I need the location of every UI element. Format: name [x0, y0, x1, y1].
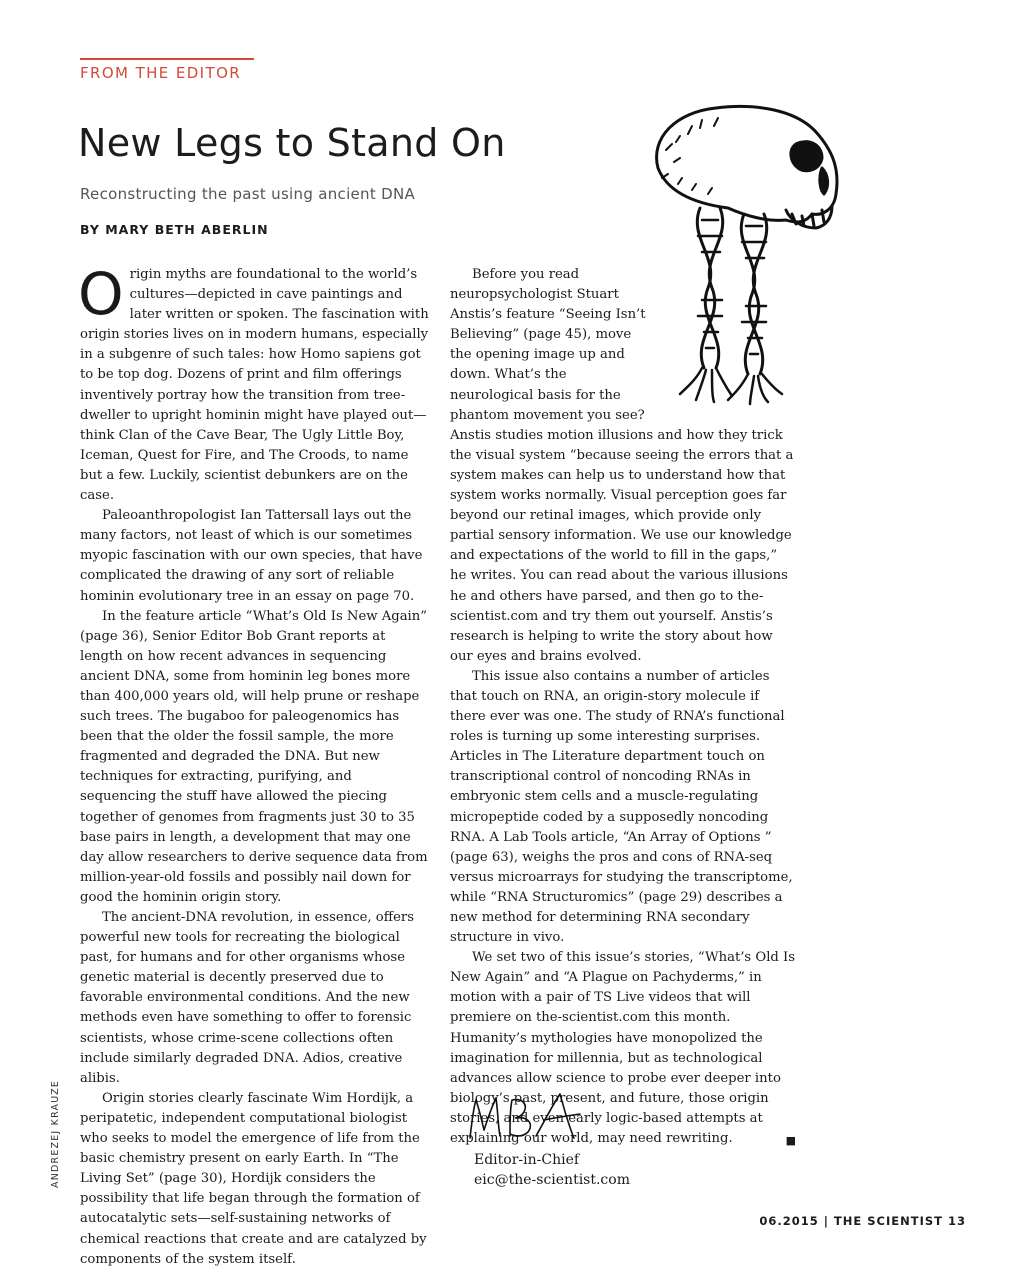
paragraph: Paleoanthropologist Ian Tattersall lays out the many factors, not least of which is our sometimes myopic fascination with our own species, that have complicated the drawing of any sort of reliable hominin evolutionary tree in an essay on page 70.: [80, 508, 423, 604]
illustration-credit: ANDREZEJ KRAUZE: [50, 1079, 61, 1188]
signoff-block: [474, 1150, 630, 1190]
byline: BY MARY BETH ABERLIN: [80, 222, 269, 237]
section-rule: [80, 58, 254, 60]
article-subtitle: Reconstructing the past using ancient DNA: [80, 185, 416, 203]
section-label: FROM THE EDITOR: [80, 64, 242, 82]
illustration-wrap-space: [646, 265, 796, 425]
editor-signature: [466, 1090, 582, 1142]
paragraph: In the feature article “What’s Old Is New Again” (page 36), Senior Editor Bob Grant reports at length on how recent advances in sequencing ancient DNA, some from hominin leg bones more than 400,000 years old, will help prune or reshape such trees. The bugaboo for paleogenomics has been that the older the fossil sample, the more fragmented and degraded the DNA. But new techniques for extracting, purifying, and sequencing the stuff have allowed the piecing together of genomes from fragments just 30 to 35 base pairs in length, a development that may one day allow researchers to derive sequence data from million-year-old fossils and possibly nail down for good the hominin origin story.: [80, 608, 428, 905]
paragraph: This issue also contains a number of articles that touch on RNA, an origin-story molecule if there ever was one. The study of RNA’s functional roles is turning up some interesting surprises. Articles in The Literature department touch on transcriptional control of noncoding RNAs in embryonic stem cells and a muscle-regulating micropeptide coded by a supposedly noncoding RNA. A Lab Tools article, “An Array of Options ” (page 63), weighs the pros and cons of RNA-seq versus microarrays for studying the transcriptome, while “RNA Structuromics” (page 29) describes a new method for determining RNA secondary structure in vivo.: [450, 668, 793, 946]
paragraph-text: rigin myths are foundational to the world’s cultures—depicted in cave paintings and later written or spoken. The fascination with origin stories lives on in modern humans, especially in a subgenre of such tales: how Homo sapiens got to be top dog. Dozens of print and film offerings inventively portray how the transition from tree-dweller to upright hominin might have played out—think Clan of the Cave Bear, The Ugly Little Boy, Iceman, Quest for Fire, and The Croods, to name but a few. Luckily, scientist debunkers are on the case.: [80, 267, 429, 504]
editor-email: eic@the-scientist.com: [474, 1172, 630, 1188]
article-title: New Legs to Stand On: [78, 121, 506, 165]
article-column-right: [450, 265, 796, 1151]
page-folio: 06.2015 | THE SCIENTIST 13: [759, 1214, 966, 1228]
editor-role: Editor-in-Chief: [474, 1152, 580, 1168]
paragraph: Origin stories clearly fascinate Wim Hordijk, a peripatetic, independent computational biologist who seeks to model the emergence of life from the basic chemistry present on early Earth. In “The Living Set” (page 30), Hordijk considers the possibility that life began through the formation of autocatalytic sets—self-sustaining networks of chemical reactions that create and are catalyzed by components of the system itself.: [80, 1090, 427, 1267]
paragraph-text: We set two of this issue’s stories, “What’s Old Is New Again” and “A Plague on Pachyderms,” in motion with a pair of TS Live videos that will premiere on the-scientist.com this month. Humanity’s mythologies have monopolized the imagination for millennia, but as technological advances allow science to probe ever deeper into biology’s past, present, and future, those origin stories, and even early logic-based attempts at explaining our world, may need rewriting.: [450, 950, 796, 1147]
end-mark: ■: [785, 1134, 796, 1148]
paragraph: Before you read neuropsychologist Stuart Anstis’s feature “Seeing Isn’t Believing” (page 45), move the opening image up and down. What’s the neurological basis for the phantom movement you see? Anstis studies motion illusions and how they trick the visual system “because seeing the errors that a system makes can help us to understand how that system works normally. Visual perception goes far beyond our retinal images, which provide only partial sensory information. We use our knowledge and expectations of the world to fill in the gaps,” he writes. You can read about the various illusions he and others have parsed, and then go to the-scientist.com and try them out yourself. Anstis’s research is helping to write the story about how our eyes and brains evolved.: [450, 267, 794, 664]
paragraph: The ancient-DNA revolution, in essence, offers powerful new tools for recreating the biological past, for humans and for other organisms whose genetic material is decently preserved due to favorable environmental conditions. And the new methods even have something to offer to forensic scientists, whose crime-scene collections often include similarly degraded DNA. Adios, creative alibis.: [80, 910, 414, 1086]
article-column-left: [78, 260, 430, 1270]
drop-cap: O: [78, 260, 124, 328]
paragraph: [78, 260, 430, 506]
